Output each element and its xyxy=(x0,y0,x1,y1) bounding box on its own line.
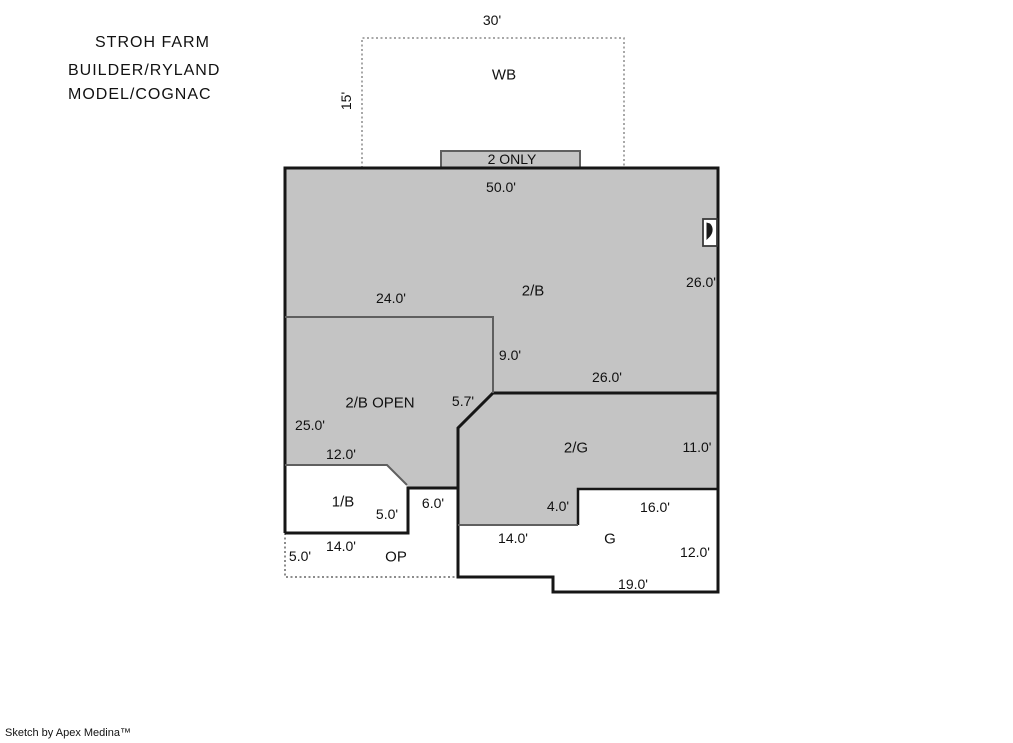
dim-label-14-op: 14.0' xyxy=(326,538,356,554)
room-label-g: G xyxy=(604,530,616,548)
room-label-2b: 2/B xyxy=(521,282,545,300)
dim-label-wb-width: 30' xyxy=(482,12,502,28)
door-icon xyxy=(703,219,717,246)
room-label-wb: WB xyxy=(491,66,517,84)
dim-label-16: 16.0' xyxy=(640,499,670,515)
dim-label-24: 24.0' xyxy=(376,290,406,306)
dim-label-4: 4.0' xyxy=(546,498,570,514)
wb-dashed-outline xyxy=(362,38,624,168)
dim-label-19: 19.0' xyxy=(618,576,648,592)
dim-label-right-26: 26.0' xyxy=(686,274,716,290)
room-label-two-only: 2 ONLY xyxy=(487,151,537,167)
title-line-1: STROH FARM xyxy=(95,34,210,51)
room-label-1b: 1/B xyxy=(331,493,355,511)
dim-label-12-upper: 12.0' xyxy=(326,446,356,462)
dim-label-12-garage: 12.0' xyxy=(680,544,710,560)
1b-top-separator xyxy=(285,465,407,485)
sketch-credit: Sketch by Apex Medina™ xyxy=(5,727,131,739)
dim-label-mid-26: 26.0' xyxy=(592,369,622,385)
dim-label-14-garage: 14.0' xyxy=(498,530,528,546)
dim-label-5-op: 5.0' xyxy=(288,548,312,564)
title-line-3: MODEL/COGNAC xyxy=(68,86,212,103)
room-label-op: OP xyxy=(385,548,407,566)
room-label-2g: 2/G xyxy=(563,439,589,457)
dim-label-5-7: 5.7' xyxy=(451,393,475,409)
title-line-2: BUILDER/RYLAND xyxy=(68,62,221,79)
room-label-2b-open: 2/B OPEN xyxy=(345,394,415,412)
dim-label-11: 11.0' xyxy=(682,439,712,455)
dim-label-6: 6.0' xyxy=(421,495,445,511)
dim-label-25: 25.0' xyxy=(295,417,325,433)
dim-label-wb-depth: 15' xyxy=(338,91,354,111)
dim-label-5-1b: 5.0' xyxy=(375,506,399,522)
dim-label-top-50: 50.0' xyxy=(486,179,516,195)
dim-label-9: 9.0' xyxy=(498,347,522,363)
